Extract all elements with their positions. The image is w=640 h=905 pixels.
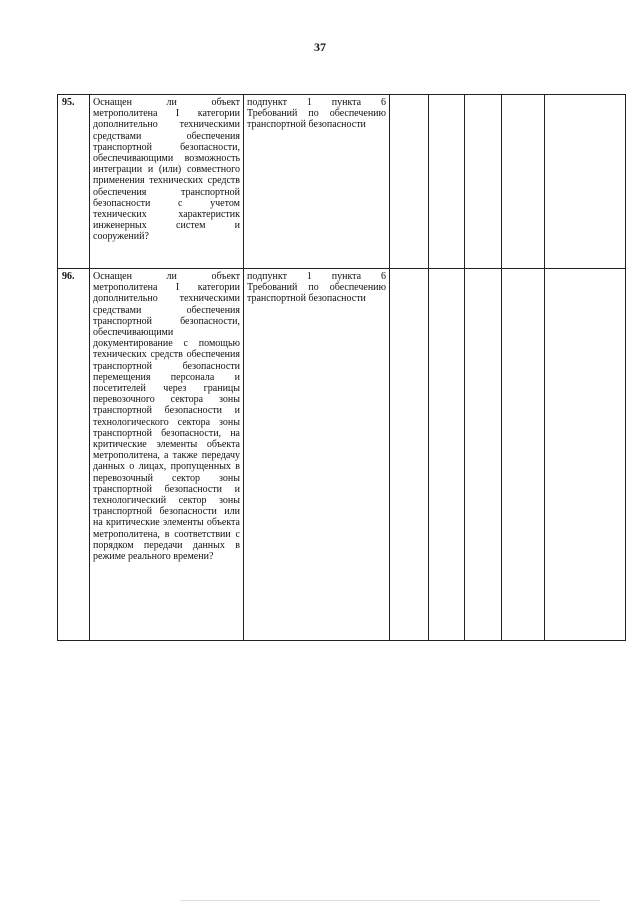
question-cell: Оснащен ли объект метрополитена I категории дополнительно техническими средствами обеспечения транспортной безопасности, обеспечивающими возможность интеграции и (или) совместного применения технических средств обеспечения транспортной безопасности с учетом технических характеристик инженерных систем и сооружений? (90, 95, 244, 269)
question-cell: Оснащен ли объект метрополитена I категории дополнительно техническими средствами обеспечения транспортной безопасности, обеспечивающими документирование с помощью технических средств обеспечения транспортной безопасности перемещения персонала и посетителей через границы перевозочного сектора зоны транспортной безопасности и технологического сектора зоны транспортной безопасности, на критические элементы объекта метрополитена, а также передачу данных о лицах, пропущенных в перевозочный сектор зоны транспортной безопасности и технологический сектор зоны транспортной безопасности или на критические элементы объекта метрополитена, в соответствии с порядком передачи данных в режиме реального времени? (90, 269, 244, 641)
answer-cell-no[interactable] (429, 269, 465, 641)
scan-edge (180, 900, 600, 901)
table-row (58, 269, 626, 641)
row-number: 96. (58, 269, 90, 641)
notes-cell[interactable] (545, 269, 626, 641)
answer-cell-extra[interactable] (502, 95, 545, 269)
answer-cell-yes[interactable] (390, 269, 429, 641)
reference-cell: подпункт 1 пункта 6 Требований по обеспечению транспортной безопасности (244, 95, 390, 269)
table-row (58, 95, 626, 269)
notes-cell[interactable] (545, 95, 626, 269)
answer-cell-extra[interactable] (502, 269, 545, 641)
answer-cell-na[interactable] (465, 269, 502, 641)
page-number: 37 (314, 40, 326, 54)
answer-cell-no[interactable] (429, 95, 465, 269)
checklist-table (57, 94, 626, 641)
reference-cell: подпункт 1 пункта 6 Требований по обеспечению транспортной безопасности (244, 269, 390, 641)
answer-cell-na[interactable] (465, 95, 502, 269)
answer-cell-yes[interactable] (390, 95, 429, 269)
row-number: 95. (58, 95, 90, 269)
